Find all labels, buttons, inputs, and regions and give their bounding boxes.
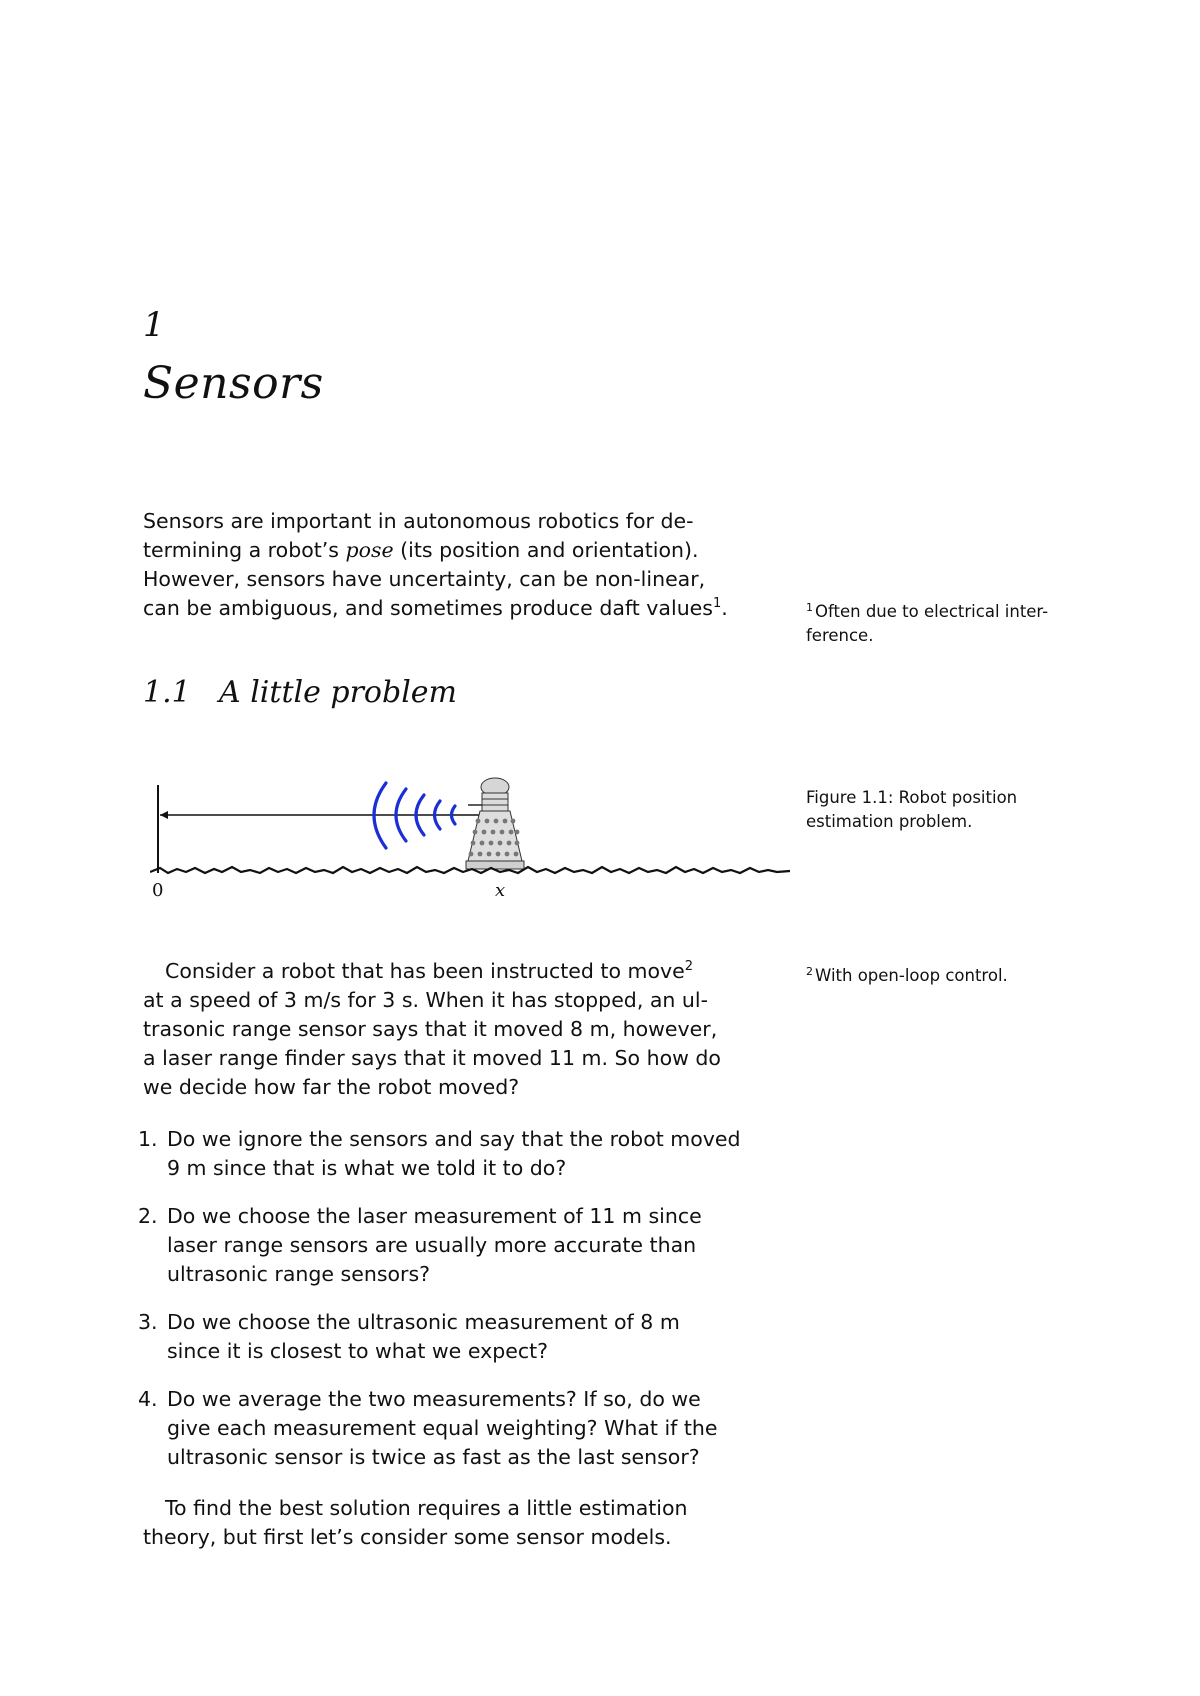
chapter-number: 1 (143, 305, 165, 345)
sidenote-2-mark: 2 (806, 964, 813, 978)
list-item (138, 1125, 783, 1183)
intro-line: Sensors are important in autonomous robotics for de- (143, 509, 694, 533)
para-line-text: Consider a robot that has been instructed to move (165, 959, 685, 983)
closing-line: To find the best solution requires a little estimation (165, 1496, 688, 1520)
list-item-number: 4. (138, 1387, 158, 1411)
sidenote-1 (806, 600, 1048, 648)
emphasis-pose: pose (345, 538, 394, 562)
sidenote-1-mark: 1 (806, 600, 813, 614)
sidenote-1-line (806, 600, 1048, 624)
para-line (143, 957, 721, 986)
section-title: A little problem (219, 675, 457, 710)
chapter-title: Sensors (143, 358, 324, 409)
figure-svg (150, 775, 800, 905)
sidenote-1-line: ference. (806, 626, 874, 645)
sidenote-2-line (806, 964, 1008, 988)
list-item (138, 1202, 783, 1289)
caption-line: Figure 1.1: Robot position (806, 788, 1018, 807)
section-heading (143, 675, 457, 710)
origin-label: 0 (152, 880, 164, 901)
intro-line-start: termining a robot’s (143, 538, 339, 562)
figure-caption (806, 786, 1017, 834)
intro-line-text: can be ambiguous, and sometimes produce daft values (143, 596, 713, 620)
intro-line (143, 536, 728, 565)
list-item-number: 2. (138, 1204, 158, 1228)
problem-paragraph (143, 957, 721, 1102)
list-item-line: Do we choose the ultrasonic measurement of 8 m (167, 1310, 680, 1334)
para-line: we decide how far the robot moved? (143, 1075, 520, 1099)
section-number: 1.1 (143, 675, 191, 710)
list-item-line: give each measurement equal weighting? What if the (167, 1416, 718, 1440)
list-item (138, 1308, 783, 1366)
sidenote-1-text: Often due to electrical inter- (815, 602, 1049, 621)
list-item-line: Do we ignore the sensors and say that the robot moved (167, 1127, 741, 1151)
sidenote-2 (806, 964, 1008, 988)
closing-paragraph (143, 1494, 688, 1552)
robot-icon (466, 778, 524, 869)
intro-trailing: . (721, 596, 728, 620)
para-line: trasonic range sensor says that it moved 8 m, however, (143, 1017, 718, 1041)
list-item-number: 1. (138, 1127, 158, 1151)
footnote-ref-2: 2 (684, 959, 694, 975)
list-item (138, 1385, 783, 1472)
para-line: at a speed of 3 m/s for 3 s. When it has stopped, an ul- (143, 988, 709, 1012)
intro-paragraph (143, 507, 728, 623)
list-item-line: Do we average the two measurements? If so, do we (167, 1387, 701, 1411)
x-label: x (495, 880, 506, 901)
list-item-line: ultrasonic range sensors? (167, 1262, 431, 1286)
figure-robot-position (150, 775, 800, 909)
intro-line: However, sensors have uncertainty, can be non-linear, (143, 567, 706, 591)
footnote-ref-1: 1 (712, 596, 722, 612)
intro-line-end: (its position and orientation). (400, 538, 699, 562)
list-item-line: 9 m since that is what we told it to do? (167, 1156, 567, 1180)
list-item-line: Do we choose the laser measurement of 11 m since (167, 1204, 702, 1228)
list-item-line: ultrasonic sensor is twice as fast as the last sensor? (167, 1445, 700, 1469)
list-item-number: 3. (138, 1310, 158, 1334)
sidenote-2-text: With open-loop control. (815, 966, 1008, 985)
arrow-head-icon (160, 811, 168, 819)
closing-line: theory, but first let’s consider some sensor models. (143, 1525, 672, 1549)
intro-line (143, 594, 728, 623)
para-line: a laser range finder says that it moved 11 m. So how do (143, 1046, 721, 1070)
list-item-line: since it is closest to what we expect? (167, 1339, 549, 1363)
list-item-line: laser range sensors are usually more accurate than (167, 1233, 697, 1257)
caption-line: estimation problem. (806, 812, 973, 831)
question-list (138, 1125, 783, 1491)
